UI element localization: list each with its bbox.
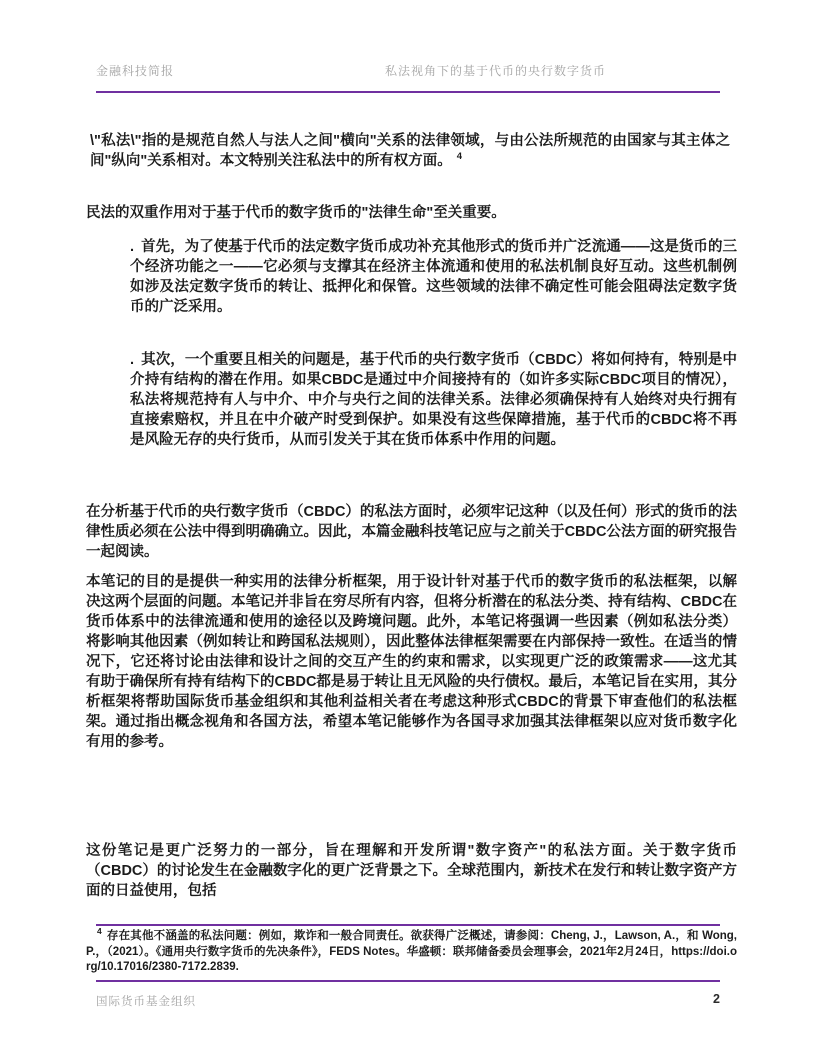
footnote-text-end: .: [235, 961, 239, 973]
footnote-text: 存在其他不涵盖的私法问题：例如，欺诈和一般合同责任。欲获得广泛概述，请参阅：Cheng, J.，Lawson, A.，和 Wong, P.，（2021）。《通用央行数字货币的先决条件》，FEDS Notes。华盛顿：联邦储备委员会理事会，2021年2月24日，: [86, 930, 737, 958]
footnote-separator: [96, 924, 720, 926]
intro-note-text: \"私法\"指的是规范自然人与法人之间"横向"关系的法律领域，与由公法所规范的由国家与其主体之间"纵向"关系相对。本文特别关注私法中的所有权方面。: [90, 133, 730, 169]
header-series-label: 金融科技简报: [96, 64, 175, 78]
context-paragraph: 这份笔记是更广泛努力的一部分，旨在理解和开发所谓"数字资产"的私法方面。关于数字货币（CBDC）的讨论发生在金融数字化的更广泛背景之下。全球范围内，新技术在发行和转让数字资产方面的日益使用，包括: [86, 843, 737, 899]
page-number: 2: [713, 992, 720, 1006]
bullet-item-second: [130, 350, 737, 450]
bullet-text: 首先，为了使基于代币的法定数字货币成功补充其他形式的货币并广泛流通——这是货币的三个经济功能之一——它必须与支撑其在经济主体流通和使用的私法机制良好互动。这些机制例如涉及法定数字货币的转让、抵押化和保管。这些领域的法律不确定性可能会阻碍法定数字货币的广泛采用。: [130, 239, 737, 315]
footer-divider: [96, 980, 720, 982]
bullet-marker: .: [130, 352, 135, 368]
header-divider: [96, 91, 720, 93]
footer-organization-label: 国际货币基金组织: [96, 996, 196, 1008]
footnote: [86, 926, 737, 976]
header-document-title: 私法视角下的基于代币的央行数字货币: [385, 64, 607, 78]
bullet-text: 其次，一个重要且相关的问题是，基于代币的央行数字货币（CBDC）将如何持有，特别是中介持有结构的潜在作用。如果CBDC是通过中介间接持有的（如许多实际CBDC项目的情况），私法将规范持有人与中介、中介与央行之间的法律关系。法律必须确保持有人始终对央行拥有直接索赔权，并且在中介破产时受到保护。如果没有这些保障措施，基于代币的CBDC将不再是风险无存的央行货币，从而引发关于其在货币体系中作用的问题。: [130, 352, 737, 448]
bullet-item-first: [130, 237, 737, 317]
doi-link[interactable]: https://doi.org/10.17016/2380-7172.2839: [86, 945, 737, 973]
bullet-marker: .: [130, 239, 135, 255]
purpose-paragraph: 本笔记的目的是提供一种实用的法律分析框架，用于设计针对基于代币的数字货币的私法框架，以解决这两个层面的问题。本笔记并非旨在穷尽所有内容，但将分析潜在的私法分类、持有结构、CBDC在货币体系中的法律流通和使用的途径以及跨境问题。此外，本笔记将强调一些因素（例如私法分类）将影响其他因素（例如转让和跨国私法规则），因此整体法律框架需要在内部保持一致性。在适当的情况下，它还将讨论由法律和设计之间的交互产生的约束和需求，以实现更广泛的政策需求——这尤其有助于确保所有持有结构下的CBDC都是易于转让且无风险的央行债权。最后，本笔记旨在实用，其分析框架将帮助国际货币基金组织和其他利益相关者在考虑这种形式CBDC的背景下审查他们的私法框架。通过指出概念视角和各国方法，希望本笔记能够作为各国寻求加强其法律框架以应对货币数字化有用的参考。: [86, 574, 737, 750]
footnote-reference-marker: 4: [456, 151, 463, 163]
intro-note-paragraph: [90, 131, 730, 171]
footnote-number: 4: [97, 926, 102, 937]
analysis-paragraph: 在分析基于代币的央行数字货币（CBDC）的私法方面时，必须牢记这种（以及任何）形式的货币的法律性质必须在公法中得到明确确立。因此，本篇金融科技笔记应与之前关于CBDC公法方面的研究报告一起阅读。: [86, 504, 737, 560]
lead-paragraph: 民法的双重作用对于基于代币的数字货币的"法律生命"至关重要。: [86, 205, 506, 221]
